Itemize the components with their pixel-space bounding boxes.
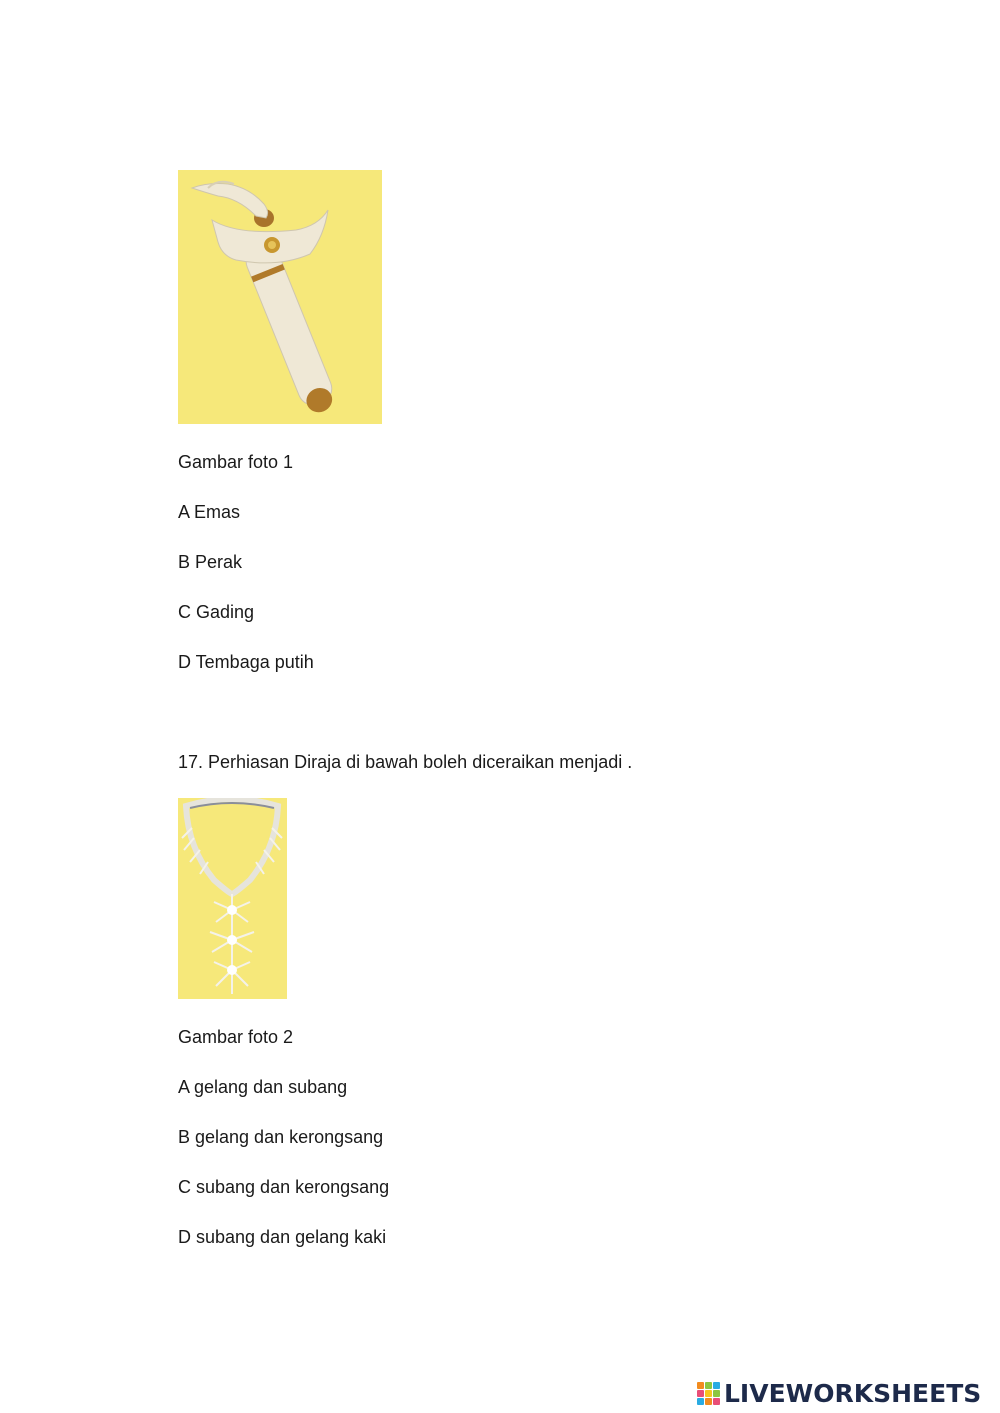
- photo-2-caption: Gambar foto 2: [178, 1027, 294, 1047]
- q16-option-c[interactable]: C Gading: [178, 602, 255, 622]
- photo-1-caption: Gambar foto 1: [178, 452, 294, 472]
- q16-option-a[interactable]: A Emas: [178, 502, 241, 522]
- photo-necklace: [178, 798, 287, 999]
- q17-option-d[interactable]: D subang dan gelang kaki: [178, 1227, 387, 1247]
- q17-prompt: 17. Perhiasan Diraja di bawah boleh diceraikan menjadi .: [178, 752, 633, 772]
- q17-option-b[interactable]: B gelang dan kerongsang: [178, 1127, 384, 1147]
- q17-option-a[interactable]: A gelang dan subang: [178, 1077, 348, 1097]
- logo-grid-icon: [697, 1382, 720, 1405]
- liveworksheets-logo[interactable]: [697, 1376, 981, 1410]
- logo-text: LIVEWORKSHEETS: [724, 1378, 982, 1408]
- photo-keris-handle: [178, 170, 382, 424]
- q16-option-b[interactable]: B Perak: [178, 552, 243, 572]
- q17-option-c[interactable]: C subang dan kerongsang: [178, 1177, 390, 1197]
- q16-option-d[interactable]: D Tembaga putih: [178, 652, 314, 672]
